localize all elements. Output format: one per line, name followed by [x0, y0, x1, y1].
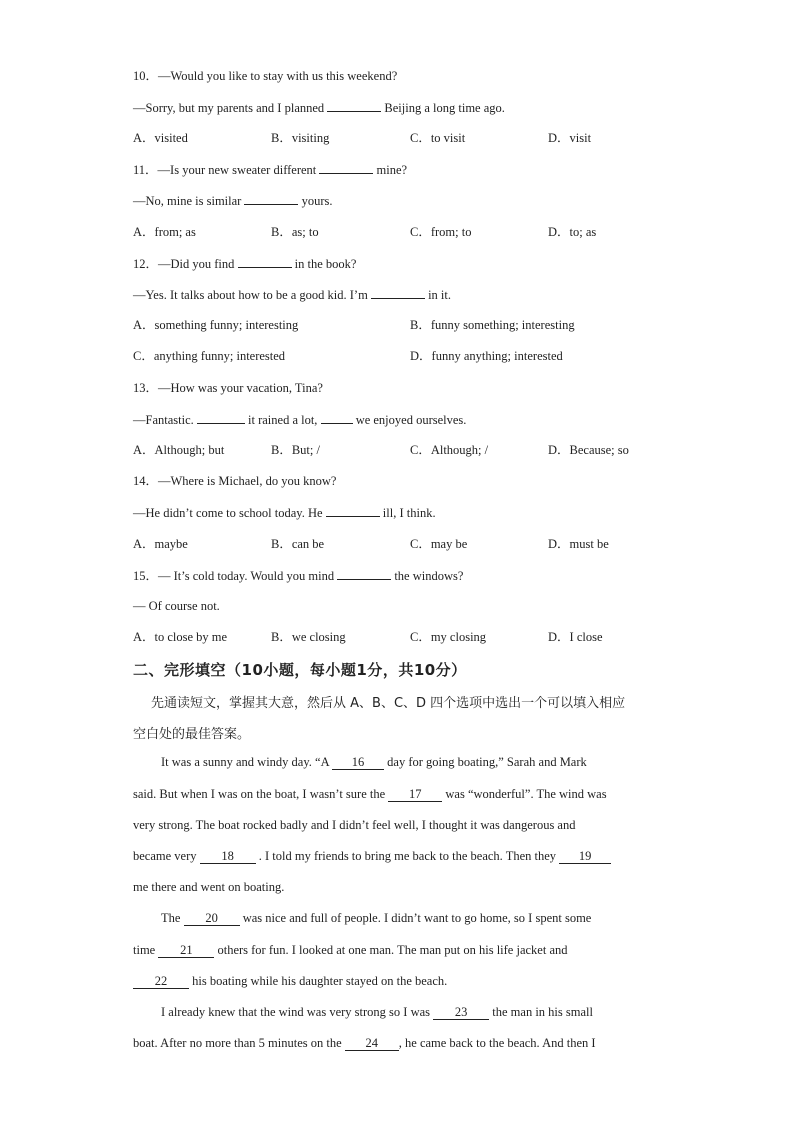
q11-reply	[133, 192, 332, 208]
q11-stem-part1: 11．—Is your new sweater different	[133, 163, 317, 177]
q13-reply-part3: we enjoyed ourselves.	[355, 413, 467, 427]
q13-option-c: C．Although; /	[410, 443, 489, 457]
q15-stem-part1: 15．— It’s cold today. Would you mind	[133, 569, 335, 583]
q14-option-b: B．can be	[271, 537, 325, 551]
q11-stem-part2: mine?	[376, 163, 408, 177]
q15-stem	[133, 567, 463, 583]
blank-21: 21	[158, 943, 214, 958]
q10-option-b: B．visiting	[271, 131, 330, 145]
q13-stem: 13．—How was your vacation, Tina?	[133, 381, 323, 395]
blank-17: 17	[388, 787, 442, 802]
blank-19: 19	[559, 849, 611, 864]
q12-reply	[133, 286, 451, 302]
q14-reply	[133, 504, 436, 520]
q11-option-a: A．from; as	[133, 225, 196, 239]
q12-stem-part2: in the book?	[294, 257, 357, 271]
q15-option-a: A．to close by me	[133, 630, 228, 644]
blank-23: 23	[433, 1005, 489, 1020]
q11-option-d: D．to; as	[548, 225, 597, 239]
q12-option-b: B．funny something; interesting	[410, 318, 575, 332]
q13-option-d: D．Because; so	[548, 443, 629, 457]
passage-p1-line1	[161, 754, 587, 770]
passage-p1-line5: me there and went on boating.	[133, 880, 285, 894]
passage-p2-line3	[133, 973, 447, 989]
passage-text: became very	[133, 849, 197, 863]
passage-text: was nice and full of people. I didn’t want to go home, so I spent some	[242, 911, 592, 925]
q11-blank-1	[319, 161, 373, 174]
passage-text: boat. After no more than 5 minutes on the	[133, 1036, 342, 1050]
blank-22: 22	[133, 974, 189, 989]
q13-option-b: B．But; /	[271, 443, 320, 457]
q13-reply-part2: it rained a lot,	[248, 413, 318, 427]
passage-text: The	[161, 911, 181, 925]
passage-p3-line2	[133, 1035, 596, 1051]
passage-p1-line3: very strong. The boat rocked badly and I didn’t feel well, I thought it was dangerous and	[133, 818, 576, 832]
q12-blank-2	[371, 286, 425, 299]
q15-stem-part2: the windows?	[394, 569, 464, 583]
q13-option-a: A．Although; but	[133, 443, 225, 457]
q12-option-d: D．funny anything; interested	[410, 349, 563, 363]
section-title: 二、完形填空（10小题，每小题1分，共10分）	[133, 661, 467, 679]
q13-reply	[133, 411, 466, 427]
passage-text: It was a sunny and windy day. “A	[161, 755, 329, 769]
passage-text: others for fun. I looked at one man. The man put on his life jacket and	[217, 943, 568, 957]
q13-blank-2	[321, 411, 353, 424]
q14-reply-part1: —He didn’t come to school today. He	[133, 506, 323, 520]
q12-blank-1	[238, 255, 292, 268]
q12-stem	[133, 255, 356, 271]
passage-text: said. But when I was on the boat, I wasn’t sure the	[133, 787, 386, 801]
q11-blank-2	[244, 192, 298, 205]
blank-20: 20	[184, 911, 240, 926]
passage-text: time	[133, 943, 156, 957]
q11-reply-part2: yours.	[301, 194, 333, 208]
q11-stem	[133, 161, 407, 177]
q13-reply-part1: —Fantastic.	[133, 413, 194, 427]
q10-option-c: C．to visit	[410, 131, 466, 145]
q14-reply-part2: ill, I think.	[382, 506, 436, 520]
passage-p1-line4	[133, 848, 611, 864]
q12-option-c: C．anything funny; interested	[133, 349, 286, 363]
passage-text: was “wonderful”. The wind was	[445, 787, 607, 801]
q12-reply-part1: —Yes. It talks about how to be a good kid. I’m	[133, 288, 368, 302]
q10-option-d: D．visit	[548, 131, 592, 145]
blank-16: 16	[332, 755, 384, 770]
passage-text: day for going boating,” Sarah and Mark	[387, 755, 587, 769]
q10-stem: 10．—Would you like to stay with us this weekend?	[133, 69, 398, 83]
q10-reply-part1: —Sorry, but my parents and I planned	[133, 101, 325, 115]
q14-option-d: D．must be	[548, 537, 609, 551]
q12-reply-part2: in it.	[428, 288, 451, 302]
q10-option-a: A．visited	[133, 131, 188, 145]
passage-text: . I told my friends to bring me back to the beach. Then they	[258, 849, 557, 863]
passage-text: , he came back to the beach. And then I	[398, 1036, 596, 1050]
section-instruction-line2: 空白处的最佳答案。	[133, 727, 251, 742]
q14-option-c: C．may be	[410, 537, 468, 551]
passage-p3-line1	[161, 1004, 593, 1020]
blank-18: 18	[200, 849, 256, 864]
q15-blank	[337, 567, 391, 580]
passage-text: his boating while his daughter stayed on the beach.	[192, 974, 448, 988]
q13-blank-1	[197, 411, 245, 424]
passage-p2-line1	[161, 910, 591, 926]
q11-reply-part1: —No, mine is similar	[133, 194, 242, 208]
section-instruction-line1: 先通读短文，掌握其大意，然后从 A、B、C、D 四个选项中选出一个可以填入相应	[151, 696, 626, 711]
passage-text: the man in his small	[492, 1005, 593, 1019]
q12-option-a: A．something funny; interesting	[133, 318, 299, 332]
q10-blank	[327, 99, 381, 112]
q15-option-c: C．my closing	[410, 630, 487, 644]
q10-reply	[133, 99, 505, 115]
passage-text: I already knew that the wind was very strong so I was	[161, 1005, 431, 1019]
q11-option-b: B．as; to	[271, 225, 319, 239]
q14-option-a: A．maybe	[133, 537, 188, 551]
q15-option-d: D．I close	[548, 630, 603, 644]
passage-p1-line2	[133, 786, 607, 802]
q15-reply: — Of course not.	[133, 599, 220, 613]
q12-stem-part1: 12．—Did you find	[133, 257, 235, 271]
q11-option-c: C．from; to	[410, 225, 472, 239]
blank-24: 24	[345, 1036, 399, 1051]
q15-option-b: B．we closing	[271, 630, 346, 644]
passage-p2-line2	[133, 942, 568, 958]
q10-reply-part2: Beijing a long time ago.	[384, 101, 505, 115]
q14-blank	[326, 504, 380, 517]
q14-stem: 14．—Where is Michael, do you know?	[133, 474, 337, 488]
